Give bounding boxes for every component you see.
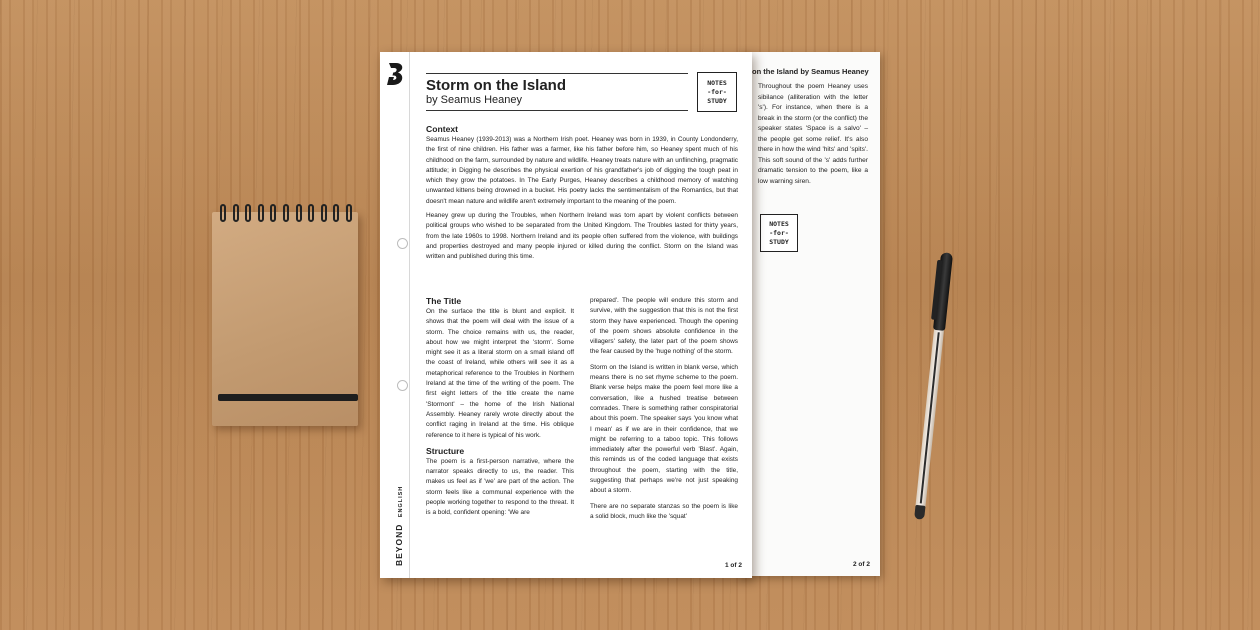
column-2-paragraph-3: There are no separate stanzas so the poem is like a solid block, much like the 'squat' [590,502,738,520]
badge-line-3: STUDY [769,237,789,246]
badge-line-1: NOTES [707,78,727,87]
punch-hole [397,238,408,249]
badge-line-2: -for- [707,87,727,96]
column-left [426,296,574,527]
notepad [212,212,358,426]
notes-for-study-badge [697,72,737,112]
column-2-paragraph-1: prepared'. The people will endure this storm and survive, with the suggestion that this is not the first storm they have experienced. Though the opening of the poem shows absolute confidence in the villagers' safety, the later part of the poem shows the fear caused by the 'huge nothing' of the storm. [590,297,738,356]
context-paragraph-2: Heaney grew up during the Troubles, when Northern Ireland was torn apart by violent conflicts between political groups who wished to be separated from the United Kingdom. The Troubles lasted for thirty years, from the late 1960s to 1998. Northern Ireland and its people often suffered from the violence, with buildings and properties destroyed and many people injured or killed during the conflict. Storm on the Island was written and published during this time. [426,212,738,261]
ballpoint-pen-icon [908,252,958,523]
punch-hole [397,380,408,391]
page-2-header: on the Island by Seamus Heaney [752,67,869,76]
spiral-binding [220,204,352,224]
pen-ink-tube [920,332,940,503]
two-column-section [426,296,738,527]
column-2-paragraph-2: Storm on the Island is written in blank verse, which means there is no set rhyme scheme to the poem. Blank verse helps make the poem feel more like a conversation, like a hushed treatise between comrades. There is something rather conspiratorial about this poem. The speaker says 'you know what I mean' as if we are in their confidence, that we might be referring to a taboo topic. This follows immediately after the powerful verb 'Blast'. Again, this reminds us of the coded language that exists throughout the poem, starting with the title, suggesting that perhaps we're not just speaking about a storm. [590,363,738,495]
worksheet-page-2 [738,52,880,576]
title-paragraph: On the surface the title is blunt and explicit. It shows that the poem will deal with the issue of a storm. The choice remains with us, the reader, about how we might interpret the 'storm'. Some might see it as a literal storm on a small island off the coast of Ireland, while others will see it as a metaphorical reference to the Troubles in Northern Ireland at the time of the writing of the poem. The first eight letters of the title create the name 'Stormont' – the home of the Irish National Assembly. Heaney rarely wrote directly about the conflict raging in Ireland at the time. His oblique reference to it here is typical of his work. [426,308,574,439]
brand-main: BEYOND [394,523,404,566]
page-number: 2 of 2 [853,561,870,568]
context-heading: Context [426,124,458,134]
badge-line-1: NOTES [769,219,789,228]
context-section [426,124,738,267]
title-rule-top [426,73,688,74]
context-paragraph-1: Seamus Heaney (1939-2013) was a Northern Irish poet. Heaney was born in 1939, in County Londonderry, the first of nine children. His father was a farmer, like his father before him, so Heaney spent much of his childhood on the farm, surrounded by nature and wildlife. Heaney treats nature with an unflinching, pragmatic attitude; in Digging he describes the physical exertion of his grandfather's job of digging the tough peat in which they grow the potatoes. In The Early Purges, Heaney describes a childhood memory of watching unwanted kittens being drowned in a bucket. His poetry lacks the sentimentalism of the Romantics, but that doesn't mean nature and wildlife aren't extremely important to the meaning of the poem. [426,136,738,205]
page-2-body-text: Throughout the poem Heaney uses sibilance (alliteration with the letter 's'). For instance, when there is a break in the storm (or the conflict) the speaker states 'Space is a salvo' – the people get some relief. It's also there in how the wind 'hits' and 'spits'. This soft sound of the 's' adds further dramatic tension to the poem, like a low warning siren. [758,83,868,185]
notes-for-study-badge [760,214,798,252]
structure-paragraph: The poem is a first-person narrative, where the narrator speaks directly to us, the reader. This makes us feel as if 'we' are part of the action. The storm feels like a communal experience with the people working together to respond to the threat. It is a bold, confident opening: 'We are [426,457,574,517]
beyond-logo-icon [387,63,404,85]
brand-vertical-label [389,486,407,566]
column-right [590,296,738,527]
brand-sub: ENGLISH [398,485,404,518]
page-title: Storm on the Island [426,77,567,94]
badge-line-3: STUDY [707,96,727,105]
notepad-elastic-band [218,394,358,401]
page-number: 1 of 2 [725,562,742,569]
pen-tip [914,505,925,520]
title-rule-bottom [426,110,688,111]
structure-heading: Structure [426,445,465,456]
title-heading: The Title [426,296,462,306]
badge-line-2: -for- [769,228,789,237]
page-subtitle: by Seamus Heaney [426,94,522,106]
worksheet-page-1 [380,52,752,578]
